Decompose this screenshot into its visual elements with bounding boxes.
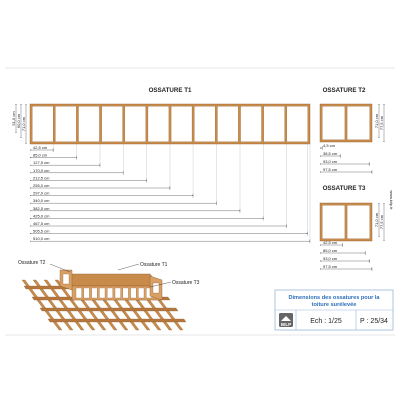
t1-dim-label-6: 297,0 cm [33, 190, 50, 196]
t1-dim-label-0: 42,5 cm [33, 145, 48, 150]
iso-t1-bay-8 [131, 288, 137, 298]
t3-hdim-label-0: 77,5 cm [379, 214, 384, 230]
t2-title: OSSATURE T2 [322, 87, 366, 94]
t1-dim-label-5: 255,0 cm [33, 183, 50, 188]
label-ossature-t1: Ossature T1 [140, 262, 168, 268]
page-number: P : 25/34 [360, 318, 388, 325]
t1-dim-label-8: 382,5 cm [33, 205, 50, 211]
leader-t1 [118, 264, 139, 270]
t1-dim-label-11: 505,5 cm [33, 228, 50, 234]
t2-dim-label-2: 93,0 cm [323, 159, 338, 164]
title-block-title-2: toiture surélevée [311, 302, 357, 308]
t2-bay-1 [322, 106, 345, 140]
iso-t1-bay-2 [84, 288, 90, 298]
t3-title: OSSATURE T3 [322, 185, 366, 192]
t2-frame [320, 104, 372, 142]
t2-dim-label-0: 4,5 cm [323, 143, 336, 148]
t2-height-dimensions [374, 104, 384, 142]
iso-t1-bay-4 [99, 288, 105, 298]
iso-t1-bay-6 [115, 288, 121, 298]
t1-bay-12 [287, 106, 308, 142]
t1-bay-9 [217, 106, 238, 142]
iso-t1-bay-9 [138, 288, 144, 298]
iso-t2-bay [63, 274, 69, 284]
t3-dim-label-3: 97,5 cm [323, 264, 338, 269]
iso-t1-bay-7 [123, 288, 129, 298]
t1-bay-1 [32, 106, 53, 142]
t1-height-dimensions [11, 104, 26, 144]
t1-bay-3 [79, 106, 100, 142]
t1-dim-label-1: 85,0 cm [33, 152, 48, 158]
t3-dim-label-0: 42,5 cm [323, 240, 338, 245]
t2-dim-label-1: 38,5 cm [323, 151, 338, 156]
iso-t1-bay-5 [107, 288, 113, 298]
t1-hdim-label-2: 51,0 cm [11, 111, 16, 126]
t2-width-dimensions [320, 143, 372, 174]
t1-hdim-label-0: 71,0 cm [21, 116, 26, 132]
t1-width-dimensions [30, 144, 310, 243]
t1-bay-6 [148, 106, 169, 142]
t1-bay-11 [264, 106, 285, 142]
t3-frame [320, 203, 372, 241]
roof-3d-illustration [22, 270, 186, 330]
t2-hdim-label-1: 71,0 cm [374, 113, 379, 129]
iso-t1-bay-1 [76, 288, 82, 298]
t1-bay-10 [241, 106, 262, 142]
t1-bay-5 [125, 106, 146, 142]
iso-t3-bay [153, 283, 159, 293]
t1-hdim-label-1: 60,0 cm [16, 113, 21, 129]
iso-t1-top [62, 274, 160, 286]
t1-title: OSSATURE T1 [148, 87, 192, 94]
t3-bay-1 [322, 205, 345, 239]
title-block [275, 290, 393, 330]
t1-frame [30, 104, 310, 144]
t1-bay-2 [55, 106, 76, 142]
label-ossature-t2: Ossature T2 [18, 260, 46, 266]
t1-dim-label-2: 127,5 cm [33, 160, 50, 166]
t3-dim-label-2: 93,0 cm [323, 256, 338, 261]
t2-dim-label-3: 97,5 cm [323, 167, 338, 172]
bilp-logo-icon [279, 313, 293, 327]
t3-height-dimensions [374, 203, 384, 241]
t1-dim-label-7: 340,0 cm [33, 198, 50, 204]
beam-4 [48, 319, 186, 322]
t1-bay-4 [102, 106, 123, 142]
t1-bay-8 [194, 106, 215, 142]
t3-dim-label-1: 85,0 cm [323, 248, 338, 253]
beam-3 [40, 308, 178, 311]
t1-dim-label-4: 212,5 cm [33, 175, 50, 181]
t1-bay-7 [171, 106, 192, 142]
watermark: www.bilp.fr [389, 190, 394, 210]
label-ossature-t3: Ossature T3 [172, 280, 200, 286]
raised-frames [60, 270, 162, 300]
t3-hdim-label-1: 71,0 cm [374, 212, 379, 228]
logo-text: BILP [280, 322, 292, 327]
t1-dim-label-12: 510,0 cm [33, 236, 50, 242]
t2-bay-2 [347, 106, 370, 140]
t3-bay-2 [347, 205, 370, 239]
title-block-title-1: Dimensions des ossatures pour la [288, 295, 380, 301]
t1-dim-label-10: 467,5 cm [33, 221, 50, 226]
iso-t1-bay-3 [92, 288, 98, 298]
t1-dim-label-3: 170,0 cm [33, 167, 50, 173]
t2-hdim-label-0: 77,5 cm [379, 115, 384, 131]
t1-dim-label-9: 425,0 cm [33, 213, 50, 219]
scale-text: Ech : 1/25 [310, 318, 342, 325]
t3-width-dimensions [320, 240, 372, 271]
